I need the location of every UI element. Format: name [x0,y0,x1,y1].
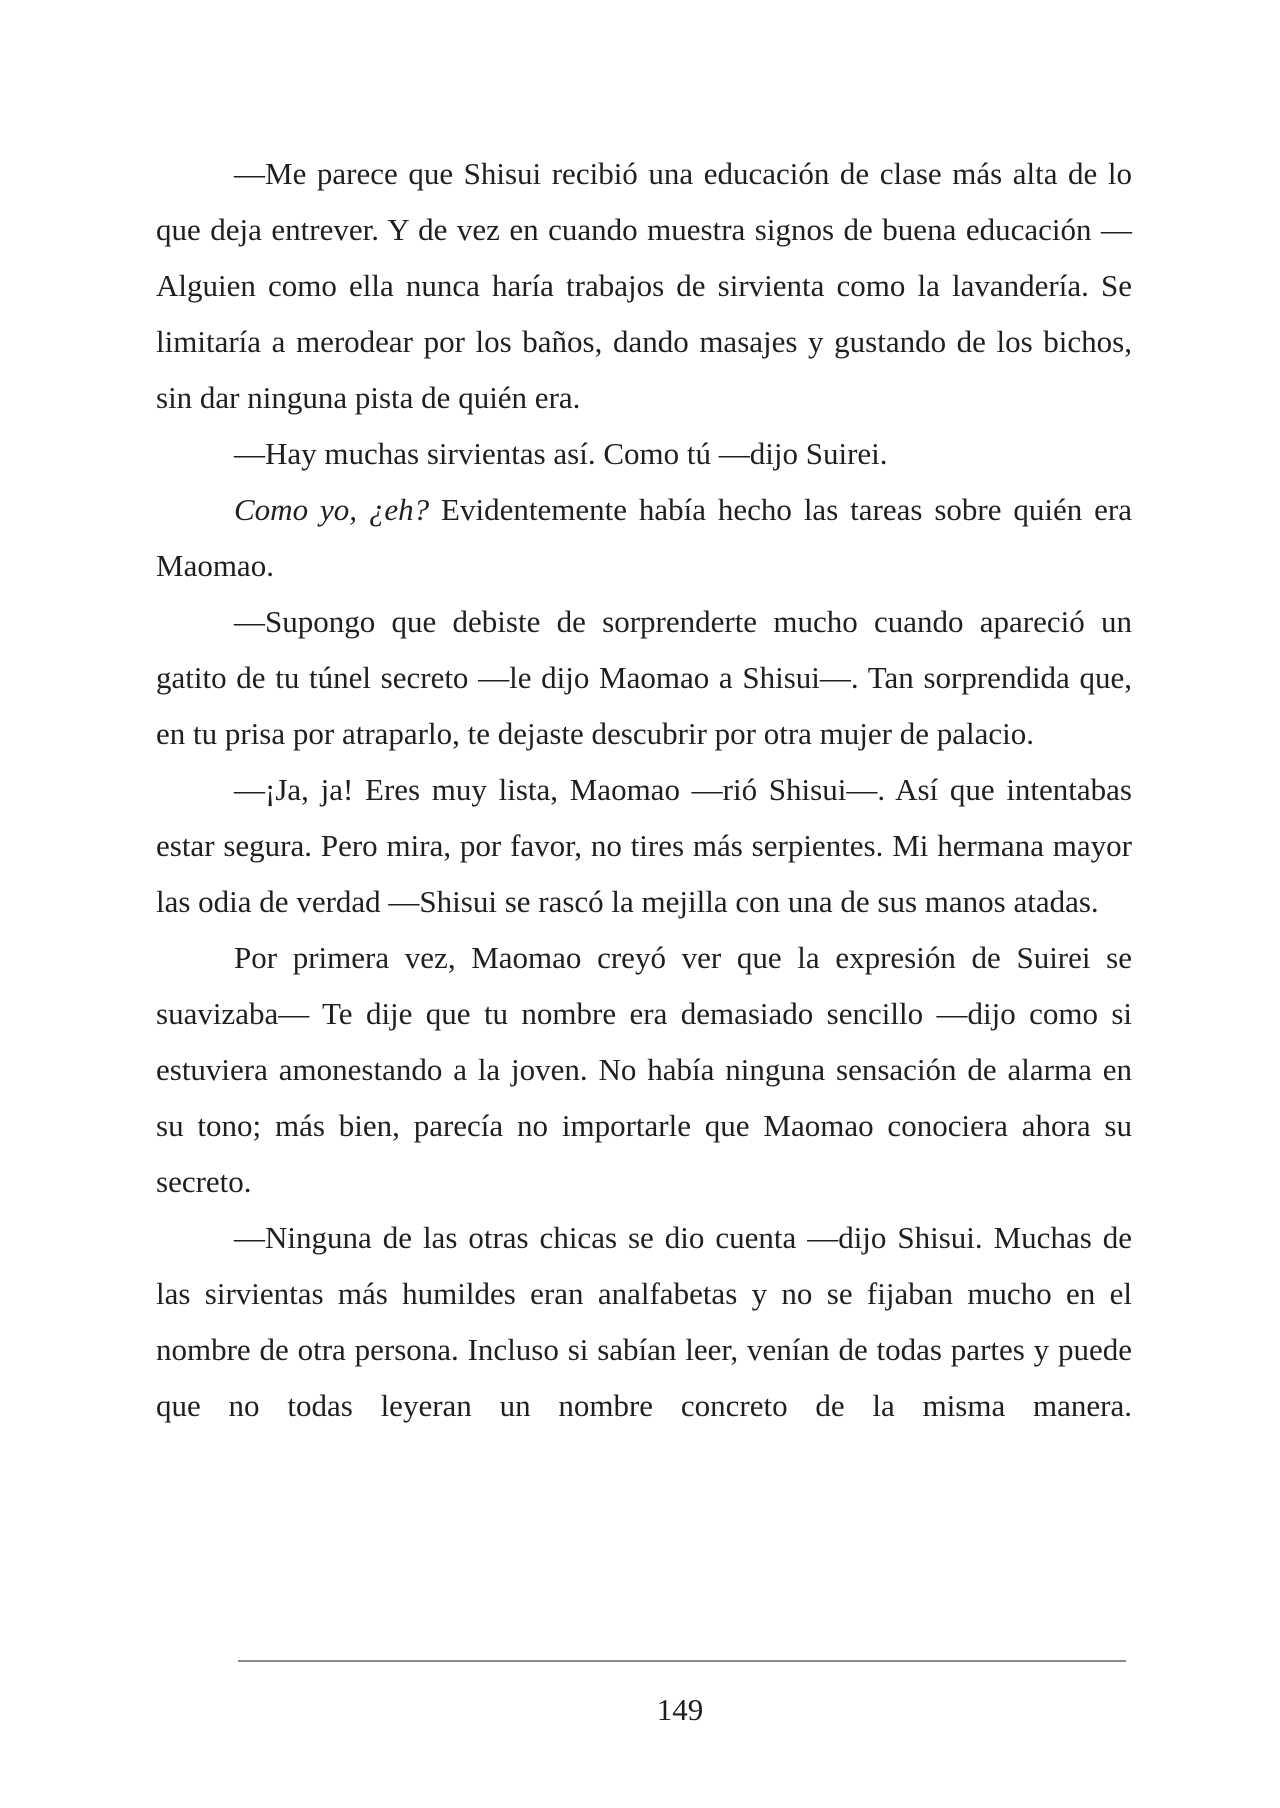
footer-divider [238,1660,1126,1662]
paragraph: Por primera vez, Maomao creyó ver que la expresión de Suirei se suavizaba— Te dije que tu nombre era demasiado sencillo —dijo como si estuviera amonestando a la joven. No había ninguna sensación de alarma en su tono; más bien, parecía no importarle que Maomao conociera ahora su secreto. [156,940,1132,1199]
page-number: 149 [656,1692,704,1727]
paragraph: —Ninguna de las otras chicas se dio cuenta —dijo Shisui. Muchas de las sirvientas más humildes eran analfabetas y no se fijaban mucho en el nombre de otra persona. Incluso si sabían leer, venían de todas partes y puede que no todas leyeran un nombre concreto de la misma manera. [156,1220,1132,1423]
paragraph: —Me parece que Shisui recibió una educación de clase más alta de lo que deja entrever. Y de vez en cuando muestra signos de buena educación —Alguien como ella nunca haría trabajos de sirvienta como la lavandería. Se limitaría a merodear por los baños, dando masajes y gustando de los bichos, sin dar ninguna pista de quién era. [156,156,1132,415]
paragraph-text: Evidentemente había hecho las tareas sobre quién era Maomao. [156,492,1132,583]
paragraph: —¡Ja, ja! Eres muy lista, Maomao —rió Shisui—. Así que intentabas estar segura. Pero mira, por favor, no tires más serpientes. Mi hermana mayor las odia de verdad —Shisui se rascó la mejilla con una de sus manos atadas. [156,772,1132,919]
page-body-text [156,146,1132,1434]
paragraph: —Hay muchas sirvientas así. Como tú —dijo Suirei. [234,436,888,471]
paragraph: —Supongo que debiste de sorprenderte mucho cuando apareció un gatito de tu túnel secreto —le dijo Maomao a Shisui—. Tan sorprendida que, en tu prisa por atraparlo, te dejaste descubrir por otra mujer de palacio. [156,604,1132,751]
paragraph [156,482,1132,594]
italic-inner-thought: Como yo, ¿eh? [234,492,430,527]
